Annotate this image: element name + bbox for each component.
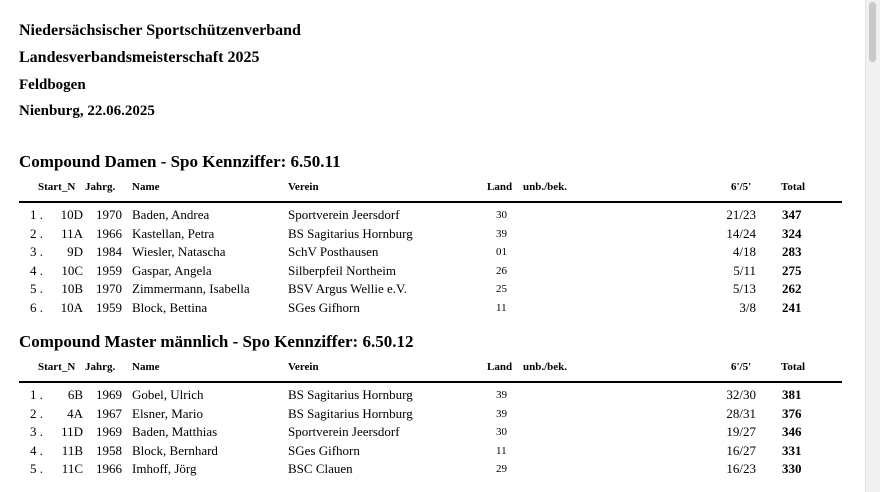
start-number: 6B: [67, 387, 83, 402]
score-6-5: 19/27: [726, 424, 756, 440]
score-6-5: 21/23: [726, 207, 756, 222]
score-6-5: 16/27: [726, 442, 756, 458]
start-number: 10C: [61, 262, 83, 278]
start-number: 11A: [61, 225, 83, 241]
birth-year: 1969: [96, 387, 122, 402]
header-rule: [19, 381, 842, 383]
athlete-name: Block, Bettina: [132, 300, 208, 315]
rank: 1 .: [30, 207, 43, 222]
rank: 6 .: [30, 300, 43, 315]
start-number: 10B: [61, 281, 83, 297]
birth-year: 1970: [96, 281, 122, 297]
column-header-jahrg: Jahrg.: [85, 361, 116, 373]
start-number: 11C: [61, 461, 83, 477]
federation-name: Niedersächsischer Sportschützenverband: [19, 22, 301, 39]
header-rule: [19, 201, 842, 203]
birth-year: 1970: [96, 207, 122, 222]
column-header-start: Start_N: [38, 361, 76, 373]
rank: 3 .: [30, 244, 43, 260]
birth-year: 1966: [96, 225, 122, 241]
athlete-name: Kastellan, Petra: [132, 225, 215, 241]
club-name: BS Sagitarius Hornburg: [288, 405, 413, 421]
birth-year: 1967: [96, 405, 122, 421]
score-6-5: 16/23: [726, 461, 756, 477]
land-code: 11: [496, 444, 507, 457]
discipline: Feldbogen: [19, 77, 86, 93]
column-header-verein: Verein: [288, 181, 319, 193]
rank: 2 .: [30, 225, 43, 241]
land-code: 30: [496, 209, 507, 221]
column-header-total: Total: [781, 181, 806, 193]
column-header-name: Name: [132, 181, 160, 193]
athlete-name: Elsner, Mario: [132, 405, 203, 421]
column-header-unb: unb./bek.: [523, 361, 568, 373]
athlete-name: Baden, Matthias: [132, 424, 218, 440]
scrollbar-thumb[interactable]: [869, 2, 876, 62]
athlete-name: Block, Bernhard: [132, 442, 218, 458]
athlete-name: Baden, Andrea: [132, 207, 210, 222]
total-score: 262: [782, 281, 802, 297]
score-6-5: 28/31: [726, 405, 756, 421]
vertical-scrollbar[interactable]: [865, 0, 880, 492]
section-title: Compound Damen - Spo Kennziffer: 6.50.11: [19, 152, 341, 171]
club-name: Silberpfeil Northeim: [288, 262, 396, 278]
column-header-total: Total: [781, 361, 806, 373]
score-6-5: 32/30: [726, 387, 756, 402]
column-header-name: Name: [132, 361, 160, 373]
land-code: 25: [496, 283, 507, 296]
total-score: 330: [782, 461, 802, 477]
total-score: 241: [782, 300, 802, 315]
column-header-verein: Verein: [288, 361, 319, 373]
score-6-5: 5/13: [732, 281, 756, 297]
rank: 2 .: [30, 405, 43, 421]
start-number: 9D: [67, 244, 83, 260]
total-score: 283: [782, 244, 802, 260]
birth-year: 1959: [96, 262, 122, 278]
club-name: BS Sagitarius Hornburg: [288, 387, 413, 402]
venue-date: Nienburg, 22.06.2025: [19, 103, 155, 119]
athlete-name: Wiesler, Natascha: [132, 244, 226, 260]
athlete-name: Zimmermann, Isabella: [132, 281, 250, 297]
column-header-land: Land: [487, 361, 513, 373]
athlete-name: Gobel, Ulrich: [132, 387, 204, 402]
total-score: 324: [782, 225, 802, 241]
birth-year: 1959: [96, 300, 122, 315]
club-name: SGes Gifhorn: [288, 442, 360, 458]
club-name: BSV Argus Wellie e.V.: [288, 281, 407, 297]
land-code: 29: [496, 463, 507, 476]
column-header-land: Land: [487, 181, 513, 193]
start-number: 4A: [67, 405, 83, 421]
rank: 4 .: [30, 262, 43, 278]
club-name: BSC Clauen: [288, 461, 353, 477]
club-name: Sportverein Jeersdorf: [288, 424, 400, 440]
total-score: 376: [782, 405, 802, 421]
rank: 4 .: [30, 442, 43, 458]
birth-year: 1969: [96, 424, 122, 440]
land-code: 39: [496, 389, 507, 401]
score-6-5: 3/8: [739, 300, 756, 315]
club-name: SchV Posthausen: [288, 244, 379, 260]
athlete-name: Imhoff, Jörg: [132, 461, 197, 477]
section-title: Compound Master männlich - Spo Kennziffer: 6.50.12: [19, 332, 414, 351]
total-score: 346: [782, 424, 802, 440]
rank: 1 .: [30, 387, 43, 402]
birth-year: 1984: [96, 244, 122, 260]
land-code: 39: [496, 407, 507, 420]
column-header-start: Start_N: [38, 181, 76, 193]
column-header-jahrg: Jahrg.: [85, 181, 116, 193]
land-code: 26: [496, 264, 507, 277]
land-code: 01: [496, 246, 507, 259]
column-header-score: 6'/5': [731, 361, 752, 373]
club-name: Sportverein Jeersdorf: [288, 207, 400, 222]
club-name: SGes Gifhorn: [288, 300, 360, 315]
land-code: 39: [496, 227, 507, 240]
score-6-5: 5/11: [733, 262, 756, 278]
birth-year: 1966: [96, 461, 122, 477]
rank: 3 .: [30, 424, 43, 440]
athlete-name: Gaspar, Angela: [132, 262, 212, 278]
birth-year: 1958: [96, 442, 122, 458]
column-header-score: 6'/5': [731, 181, 752, 193]
club-name: BS Sagitarius Hornburg: [288, 225, 413, 241]
start-number: 10D: [60, 207, 83, 222]
rank: 5 .: [30, 281, 43, 297]
start-number: 11B: [61, 442, 83, 458]
total-score: 275: [782, 262, 802, 278]
score-6-5: 14/24: [726, 225, 756, 241]
total-score: 347: [782, 207, 802, 222]
score-6-5: 4/18: [732, 244, 756, 260]
land-code: 30: [496, 426, 507, 439]
total-score: 331: [782, 442, 802, 458]
total-score: 381: [782, 387, 802, 402]
start-number: 11D: [61, 424, 83, 440]
championship-title: Landesverbandsmeisterschaft 2025: [19, 49, 260, 66]
land-code: 11: [496, 302, 507, 314]
rank: 5 .: [30, 461, 43, 477]
start-number: 10A: [60, 300, 83, 315]
column-header-unb: unb./bek.: [523, 181, 568, 193]
